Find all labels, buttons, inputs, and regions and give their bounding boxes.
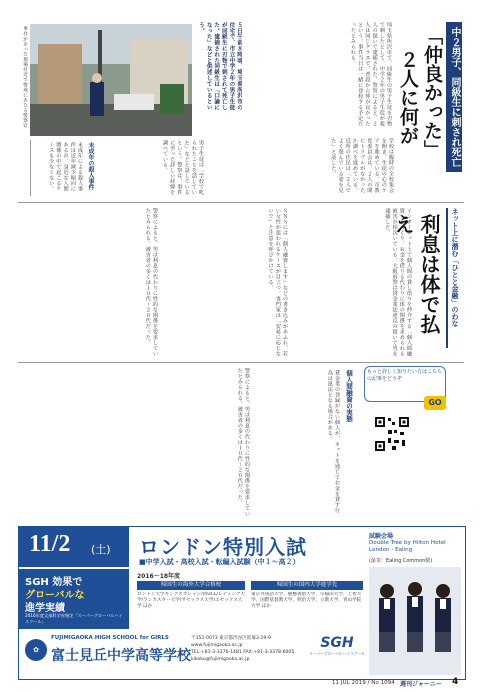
sgh-line-1: SGH 効果で (25, 577, 83, 588)
middle-kicker: ネット上に潜む「ひとと金融」のわな (446, 208, 462, 348)
top-article-body-a: 埼玉県所沢市で、同級生の男子生徒を刃物で刺したとして、中学２年の男子生徒が殺人の疑いで逮捕された。警察によると、２人は同じクラスで、普段から仲が良かったという。事件当日は一緒に登校する予定だったとみられる。 (349, 22, 392, 127)
top-article-body-c: 男子生徒は「学校で叱られたことを話していた」などと話しているという。警察は、事件に至った詳しい経緯を調べている。 (161, 140, 204, 195)
school-phone: TEL:+81-3-3376-1481 FAX:+81-3-3378-6005 (191, 650, 295, 655)
sgh-logo-sub: スーパーグローバルハイスクール (309, 651, 366, 656)
ad-date-main: 11/2 (29, 531, 71, 557)
footer-date: 11 JUL 2019 / No 1094 (332, 680, 395, 686)
middle-article-body-a: インターネット上で個人間の貸し借りを仲介する「個人間融資」をめぐり、お金を借りる代わりに体の関係を求められる被害が相次いでいる。大阪府警は貸金業法違反の疑いで男を逮捕した。 (384, 208, 412, 357)
students-photo (369, 567, 461, 675)
venue-note: (最寄：Ealing Common駅) (369, 558, 433, 564)
middle-headline: 利息は体で払え (391, 214, 441, 334)
qr-label: もっと詳しく知りたい方はこちらの記事をどうぞ (364, 366, 446, 402)
middle-article-body-c: 警察によると、男は利息の代わりに性的な関係を要求していたとみられる。被害者の多くは１０代〜２０代だった。 (144, 208, 158, 357)
venue-name: Double Tree by Hilton Hotel London - Ealing (369, 540, 446, 553)
top-news-photo (30, 24, 192, 136)
sgh-line-3: 進学実績 (25, 603, 65, 614)
ad-subtitle: ■中学入試・高校入試・転編入試験（中１〜高２） (139, 558, 300, 566)
top-sidebar-title: 未成年の殺人事件 (87, 142, 94, 190)
divider-top (18, 202, 464, 203)
sgh-note: 2016年度文部科学省指定「スーパーグローバルハイスクール」 (25, 613, 123, 624)
school-email[interactable]: kikoku@fujimigaoka.ac.jp (191, 657, 250, 662)
overseas-results-text: ロンドン大学キングスカレッジ/同UCL/レディング大学/ランカスター大学/サセックス大学/エセックス大学 ほか (137, 592, 245, 609)
overseas-results-title: 帰国生の海外大学合格校 (137, 581, 245, 590)
middle-article-cont: 警察によると、男は利息の代わりに性的な関係を要求していたとみられる。被害者の多くは１０代〜２０代だった。 (236, 368, 250, 517)
footer-paper-name: 週刊ジャーニー (400, 681, 442, 688)
school-crest-icon: ✿ (25, 639, 47, 661)
top-headline-box: 中２男子、同級生に刺され死亡 (446, 22, 462, 172)
middle-sidebar (256, 368, 356, 518)
divider-middle (18, 362, 464, 363)
results-year: 2016〜18年度 (137, 573, 181, 580)
top-headline-main-2: ２人に何が (397, 50, 419, 145)
ad-date-badge (19, 527, 129, 567)
middle-sidebar-title: 個人間融資の実態 (345, 370, 353, 422)
top-article-summary: ５日午前８時頃、埼玉県所沢市の住宅で、市立中学２年の男子生徒が同級生に刃物で刺されて死亡した。逮捕された同級生は「口論になった」などと供述しているという。 (198, 22, 242, 111)
sgh-panel (19, 569, 129, 629)
students-illustration (369, 567, 461, 675)
street-scene-illustration (30, 24, 192, 136)
domestic-results-text: 東京外国語大学、慶應義塾大学、早稲田大学、上智大学、国際基督教大学、明治大学、立教大学、青山学院大学 ほか (251, 592, 362, 609)
qr-code-icon[interactable] (374, 416, 410, 452)
school-url[interactable]: www.fujimigaoka.ac.jp (191, 643, 243, 648)
top-sidebar (30, 140, 97, 196)
middle-article-body-b: ＳＮＳには「個人融資します」などの書き込みがあふれ、若い女性が狙われるケースが目立つ。専門家は「安易に応じないで」と注意を呼びかけている。 (267, 208, 288, 357)
sgh-logo (309, 635, 365, 667)
top-article-body-b: 学校は臨時の全校集会を開き、生徒の心のケアを進めている。市教育委員会は、２人の間にトラブルがなかったか調べを進めている。近所の住民は「２人でよく遊んでいる姿を見た」と話した。 (330, 138, 394, 193)
page-number: 4 (452, 677, 459, 687)
go-arrow-icon: GO (424, 396, 446, 410)
top-headline-main-1: 「仲良かった」 (421, 26, 443, 159)
domestic-results-title: 帰国生の国内大学進学先 (251, 581, 363, 590)
sgh-line-2: グローバルな (25, 590, 85, 601)
middle-sidebar-text: 貸金業の登録がない個人が、ネットを通じてお金を貸す行為は違法となる場合がある。 (326, 370, 340, 513)
sgh-logo-text: SGH (320, 635, 354, 651)
qr-box[interactable] (364, 366, 456, 516)
venue-label: 試験会場 (369, 533, 394, 540)
ad-title: ロンドン特別入試 (139, 535, 307, 559)
school-address: 〒151-0073 東京都渋谷区笹塚3-19-9 (191, 636, 271, 641)
top-sidebar-text: 未成年による殺人事件は近年減少傾向にあるが、身近な人間関係の中で起こるケースも少なくない。 (48, 142, 83, 192)
photo-caption: 事件があった現場付近で警戒にあたる警察官 (22, 26, 27, 128)
ad-date-day: (土) (91, 543, 111, 556)
school-name-jp: 富士見丘中学高等学校 (51, 648, 191, 664)
school-name-en: FUJIMIGAOKA HIGH SCHOOL for GIRLS (51, 635, 169, 641)
ad-block[interactable] (18, 526, 466, 680)
